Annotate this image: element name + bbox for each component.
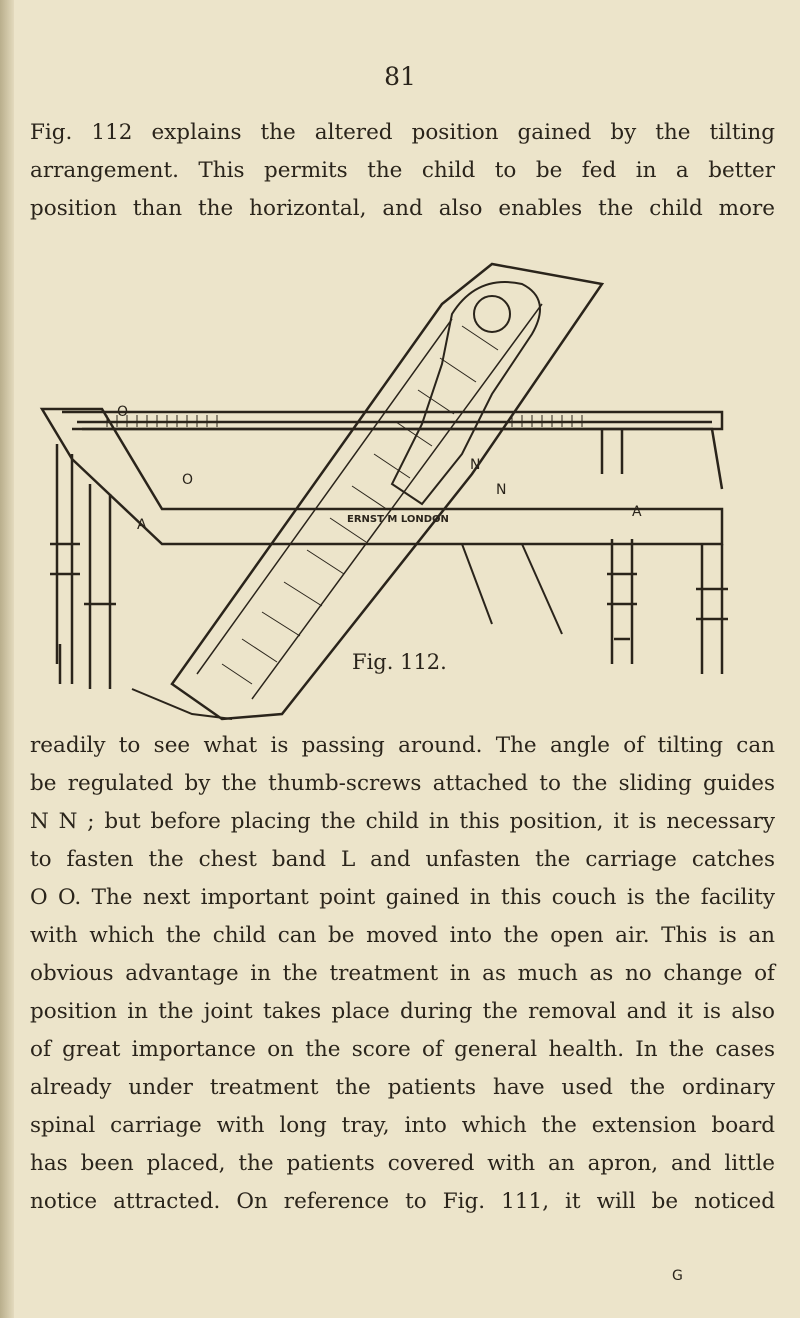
couch-frame-back bbox=[62, 412, 722, 429]
couch-leg-left bbox=[50, 444, 80, 684]
paragraph-line: N N ; but before placing the child in this position, it is necessary bbox=[30, 809, 775, 834]
figure-caption: Fig. 112. bbox=[352, 650, 447, 674]
paragraph-line: spinal carriage with long tray, into which the extension board bbox=[30, 1113, 775, 1138]
couch-leg-front-left bbox=[84, 484, 116, 689]
child-figure bbox=[392, 282, 540, 504]
paragraph-line: position in the joint takes place during the removal and it is also bbox=[30, 999, 775, 1024]
label-a-right: A bbox=[632, 504, 642, 520]
couch-leg-right bbox=[607, 539, 637, 664]
label-n-two: N bbox=[496, 482, 507, 498]
paragraph-line: notice attracted. On reference to Fig. 111, it will be noticed bbox=[30, 1189, 775, 1214]
paragraph-line: readily to see what is passing around. The angle of tilting can bbox=[30, 733, 775, 758]
paragraph-line: already under treatment the patients have used the ordinary bbox=[30, 1075, 775, 1100]
label-o-mid: O bbox=[182, 472, 194, 488]
page-edge bbox=[0, 0, 14, 1318]
paragraph-line: position than the horizontal, and also enables the child more bbox=[30, 196, 775, 221]
paragraph-line: Fig. 112 explains the altered position gained by the tilting bbox=[30, 120, 775, 145]
paragraph-line: obvious advantage in the treatment in as much as no change of bbox=[30, 961, 775, 986]
paragraph-line: be regulated by the thumb-screws attached to the sliding guides bbox=[30, 771, 775, 796]
label-a-left: A bbox=[137, 517, 147, 533]
paragraph-line: of great importance on the score of general health. In the cases bbox=[30, 1037, 775, 1062]
top-paragraph bbox=[30, 114, 775, 228]
paragraph-line: with which the child can be moved into the open air. This is an bbox=[30, 923, 775, 948]
paragraph-line: has been placed, the patients covered with an apron, and little bbox=[30, 1151, 775, 1176]
bottom-paragraph bbox=[30, 727, 775, 1221]
engraver-label: ERNST M LONDON bbox=[347, 514, 449, 525]
sheet-signature: G bbox=[672, 1268, 683, 1284]
paragraph-line: O O. The next important point gained in this couch is the facility bbox=[30, 885, 775, 910]
label-n-one: N bbox=[470, 457, 481, 473]
page-number: 81 bbox=[384, 62, 416, 91]
couch-leg-far-right bbox=[696, 544, 728, 674]
paragraph-line: to fasten the chest band L and unfasten the carriage catches bbox=[30, 847, 775, 872]
paragraph-line: arrangement. This permits the child to be fed in a better bbox=[30, 158, 775, 183]
label-o-top: O bbox=[117, 404, 129, 420]
